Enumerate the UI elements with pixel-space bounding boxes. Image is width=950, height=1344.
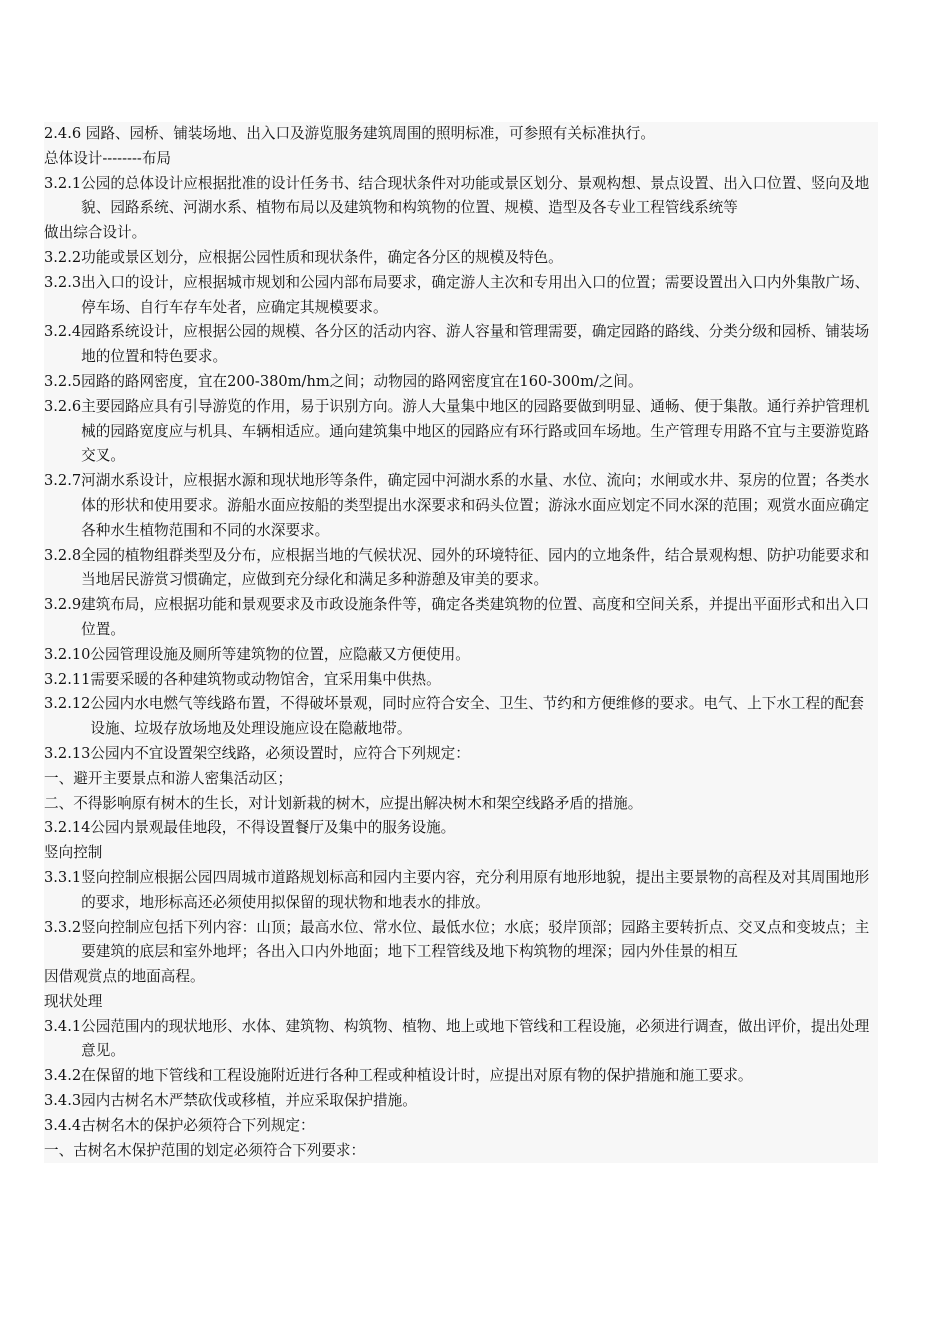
text-line: 做出综合设计。 [44, 224, 147, 242]
text-line: 总体设计--------布局 [44, 149, 172, 167]
clause-number: 3.2.13 [44, 744, 91, 762]
clause-paragraph [44, 916, 878, 966]
clause-paragraph [44, 1015, 878, 1065]
clause-paragraph [44, 1064, 878, 1089]
document-page [44, 122, 878, 1163]
clause-paragraph [44, 668, 878, 693]
text-line: 因借观赏点的地面高程。 [44, 968, 205, 986]
clause-number: 3.2.6 [44, 397, 82, 415]
clause-text: 园路系统设计，应根据公园的规模、各分区的活动内容、游人容量和管理需要，确定园路的路线、分类分级和园桥、铺装场地的位置和特色要求。 [81, 323, 870, 366]
clause-text: 全园的植物组群类型及分布，应根据当地的气候状况、园外的环境特征、园内的立地条件，结合景观构想、防护功能要求和当地居民游赏习惯确定，应做到充分绿化和满足多种游憩及审美的要求。 [81, 546, 870, 589]
clause-number: 3.4.4 [44, 1116, 82, 1134]
clause-number: 3.4.2 [44, 1067, 82, 1085]
text-line: 一、古树名木保护范围的划定必须符合下列要求： [44, 1141, 366, 1159]
clause-paragraph [44, 469, 878, 543]
clause-number: 3.2.4 [44, 323, 82, 341]
clause-text: 河湖水系设计，应根据水源和现状地形等条件，确定园中河湖水系的水量、水位、流向；水闸或水井、泵房的位置；各类水体的形状和使用要求。游船水面应按船的类型提出水深要求和码头位置；游泳水面应划定不同水深的范围；观赏水面应确定各种水生植物范围和不同的水深要求。 [81, 472, 870, 539]
clause-paragraph [44, 395, 878, 469]
clause-paragraph [44, 593, 878, 643]
clause-text: 主要园路应具有引导游览的作用，易于识别方向。游人大量集中地区的园路要做到明显、通畅、便于集散。通行养护管理机械的园路宽度应与机具、车辆相适应。通向建筑集中地区的园路应有环行路或回车场地。生产管理专用路不宜与主要游览路交叉。 [81, 397, 870, 465]
clause-number: 3.2.8 [44, 546, 82, 564]
clause-number: 3.2.7 [44, 472, 82, 490]
clause-text: 需要采暖的各种建筑物或动物馆舍，宜采用集中供热。 [90, 670, 441, 688]
clause-paragraph [44, 544, 878, 594]
clause-number: 3.2.10 [44, 645, 91, 663]
clause-paragraph [44, 172, 878, 222]
clause-number: 3.4.1 [44, 1017, 82, 1035]
clause-paragraph [44, 1114, 878, 1139]
clause-text: 公园管理设施及厕所等建筑物的位置，应隐蔽又方便使用。 [90, 645, 470, 663]
clause-paragraph [44, 320, 878, 370]
text-line: 二、不得影响原有树木的生长，对计划新栽的树木，应提出解决树木和架空线路矛盾的措施。 [44, 794, 643, 812]
clause-number: 3.2.11 [44, 670, 91, 688]
clause-paragraph [44, 370, 878, 395]
clause-paragraph [44, 643, 878, 668]
clause-paragraph [44, 742, 878, 767]
clause-text: 公园内不宜设置架空线路，必须设置时，应符合下列规定： [90, 744, 470, 762]
clause-number: 3.3.2 [44, 918, 82, 936]
clause-text: 古树名木的保护必须符合下列规定： [81, 1116, 315, 1134]
text-line: 一、避开主要景点和游人密集活动区； [44, 769, 293, 787]
text-line: 现状处理 [44, 992, 103, 1010]
clause-text: 在保留的地下管线和工程设施附近进行各种工程或种植设计时，应提出对原有物的保护措施和施工要求。 [81, 1067, 753, 1085]
clause-number: 3.2.1 [44, 174, 82, 192]
clause-number: 3.2.9 [44, 596, 82, 614]
clause-number: 3.4.3 [44, 1092, 82, 1110]
clause-paragraph [44, 246, 878, 271]
clause-text: 竖向控制应根据公园四周城市道路规划标高和园内主要内容，充分利用原有地形地貌，提出主要景物的高程及对其周围地形的要求，地形标高还必须使用拟保留的现状物和地表水的排放。 [81, 868, 870, 911]
clause-text: 竖向控制应包括下列内容：山顶；最高水位、常水位、最低水位；水底；驳岸顶部；园路主要转折点、交叉点和变坡点；主要建筑的底层和室外地坪；各出入口内外地面；地下工程管线及地下构筑物的埋深；园内外佳景的相互 [81, 918, 870, 961]
clause-number: 3.2.2 [44, 248, 82, 266]
clause-text: 公园的总体设计应根据批准的设计任务书、结合现状条件对功能或景区划分、景观构想、景点设置、出入口位置、竖向及地貌、园路系统、河湖水系、植物布局以及建筑物和构筑物的位置、规模、造型及各专业工程管线系统等 [81, 174, 870, 217]
clause-text: 公园范围内的现状地形、水体、建筑物、构筑物、植物、地上或地下管线和工程设施，必须进行调查，做出评价，提出处理意见。 [81, 1017, 870, 1060]
clause-paragraph [44, 271, 878, 321]
text-line: 2.4.6 园路、园桥、铺装场地、出入口及游览服务建筑周围的照明标准，可参照有关标准执行。 [44, 125, 655, 142]
clause-number: 3.2.3 [44, 273, 82, 291]
clause-paragraph [44, 866, 878, 916]
clause-text: 公园内水电燃气等线路布置，不得破坏景观，同时应符合安全、卫生、节约和方便维修的要求。电气、上下水工程的配套设施、垃圾存放场地及处理设施应设在隐蔽地带。 [90, 695, 864, 738]
clause-number: 3.2.14 [44, 819, 91, 837]
clause-text: 功能或景区划分，应根据公园性质和现状条件，确定各分区的规模及特色。 [81, 248, 563, 266]
clause-paragraph [44, 692, 878, 742]
clause-number: 3.2.12 [44, 695, 91, 713]
clause-number: 3.3.1 [44, 868, 82, 886]
clause-text: 园内古树名木严禁砍伐或移植，并应采取保护措施。 [81, 1092, 417, 1110]
clause-text: 建筑布局，应根据功能和景观要求及市政设施条件等，确定各类建筑物的位置、高度和空间关系，并提出平面形式和出入口位置。 [81, 596, 870, 638]
clause-number: 3.2.5 [44, 372, 82, 390]
text-line: 竖向控制 [44, 844, 103, 862]
clause-paragraph [44, 816, 878, 841]
clause-text: 公园内景观最佳地段，不得设置餐厅及集中的服务设施。 [90, 819, 456, 837]
clause-paragraph [44, 1089, 878, 1114]
clause-text: 园路的路网密度，宜在200-380m/hm之间；动物园的路网密度宜在160-300m/之间。 [81, 372, 643, 390]
clause-text: 出入口的设计，应根据城市规划和公园内部布局要求，确定游人主次和专用出入口的位置；需要设置出入口内外集散广场、停车场、自行车存车处者，应确定其规模要求。 [81, 273, 870, 316]
